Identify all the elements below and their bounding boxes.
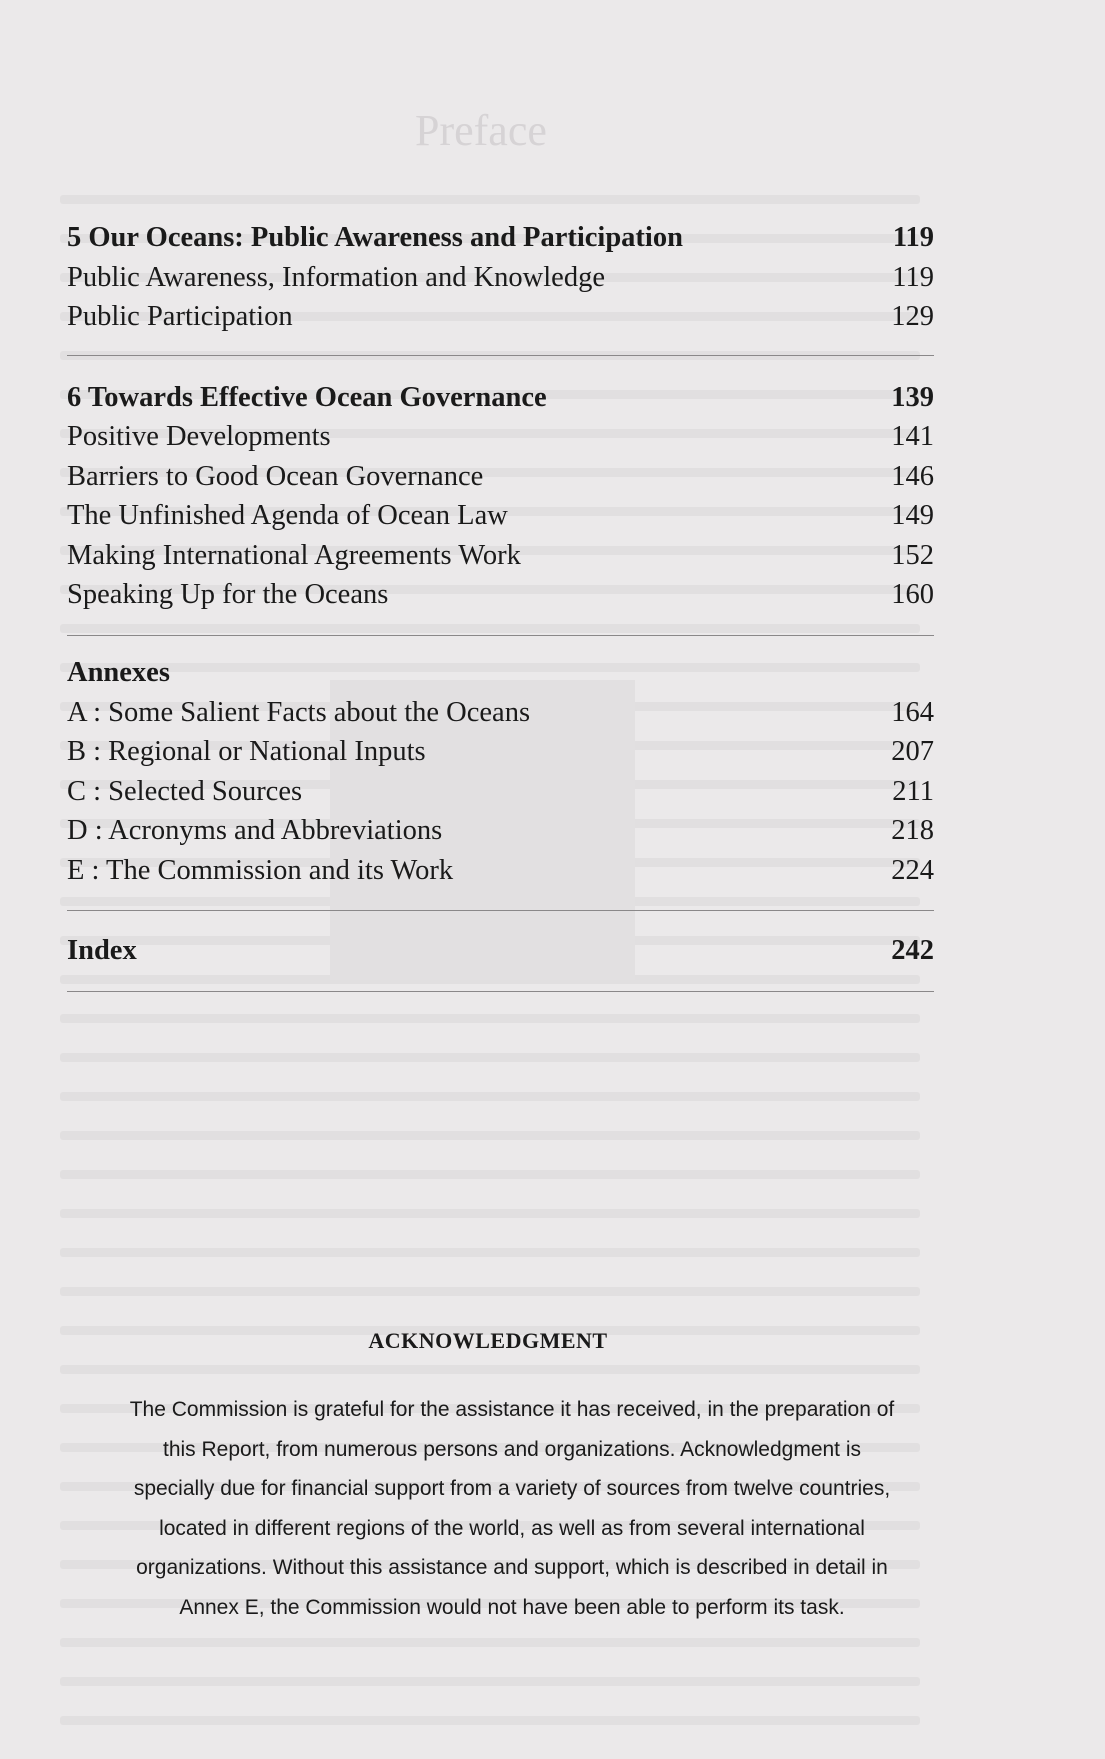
toc-page-number: 149	[891, 500, 934, 531]
toc-page-number: 224	[891, 854, 934, 886]
toc-entry-label: Making International Agreements Work	[67, 539, 521, 571]
toc-entry-label: Barriers to Good Ocean Governance	[67, 460, 484, 492]
toc-entry	[67, 776, 934, 816]
toc-entry	[67, 421, 934, 461]
toc-entry-label: Public Participation	[67, 301, 293, 332]
toc-section-index	[67, 911, 934, 992]
toc-entry-label: Positive Developments	[67, 421, 331, 452]
toc-annexes-heading: Annexes	[67, 656, 170, 688]
toc-page-number: 242	[891, 935, 934, 966]
toc-page-number: 146	[891, 460, 934, 492]
toc-entry	[67, 855, 934, 895]
toc-section-chapter-5	[67, 222, 934, 356]
toc-chapter-heading	[67, 382, 934, 422]
toc-entry-label: 6 Towards Effective Ocean Governance	[67, 381, 547, 413]
bleed-through-line	[60, 1677, 920, 1686]
toc-page-number: 207	[891, 736, 934, 767]
toc-entry	[67, 301, 934, 341]
toc-chapter-heading	[67, 222, 934, 262]
toc-page-number: 160	[891, 579, 934, 610]
toc-page-number: 211	[892, 775, 934, 807]
bleed-through-line	[60, 1287, 920, 1296]
toc-page-number: 139	[891, 381, 934, 413]
toc-entry-label: 5 Our Oceans: Public Awareness and Participation	[67, 222, 683, 253]
toc-entry-label: C : Selected Sources	[67, 775, 303, 807]
toc-entry	[67, 262, 934, 302]
toc-entry	[67, 540, 934, 580]
bleed-through-line	[60, 1053, 920, 1062]
toc-entry	[67, 697, 934, 737]
toc-entry-label: Speaking Up for the Oceans	[67, 579, 389, 610]
toc-section-annexes	[67, 636, 934, 912]
acknowledgment-line: The Commission is grateful for the assistance it has received, in the preparation of	[129, 1398, 895, 1421]
toc-index-heading	[67, 935, 934, 975]
bleed-through-line	[60, 1716, 920, 1725]
toc-entry-label: Public Awareness, Information and Knowledge	[67, 261, 605, 293]
bleed-through-line	[60, 1248, 920, 1257]
toc-entry-label: B : Regional or National Inputs	[67, 736, 426, 767]
acknowledgment-title: ACKNOWLEDGMENT	[368, 1328, 608, 1353]
toc-entry-label: A : Some Salient Facts about the Oceans	[67, 696, 531, 728]
bleed-through-title: Preface	[415, 106, 547, 155]
bleed-through-line	[60, 195, 920, 204]
acknowledgment-line: specially due for financial support from a variety of sources from twelve countries,	[133, 1477, 891, 1500]
bleed-through-line	[60, 1170, 920, 1179]
toc-entry-label: Index	[67, 935, 137, 966]
toc-entry-label: D : Acronyms and Abbreviations	[67, 815, 443, 846]
table-of-contents	[67, 222, 934, 992]
toc-entry	[67, 500, 934, 540]
acknowledgment-line: located in different regions of the world, as well as from several international	[159, 1516, 865, 1540]
acknowledgment-text	[68, 1390, 956, 1627]
bleed-through-line	[60, 1638, 920, 1647]
toc-page-number: 129	[891, 301, 934, 332]
toc-entry	[67, 579, 934, 619]
toc-entry	[67, 461, 934, 501]
toc-entry	[67, 815, 934, 855]
toc-page-number: 141	[891, 421, 934, 452]
toc-entry	[67, 736, 934, 776]
toc-page-number: 164	[891, 696, 934, 728]
bleed-through-line	[60, 1092, 920, 1101]
acknowledgment-line: Annex E, the Commission would not have been able to perform its task.	[179, 1595, 845, 1619]
toc-page-number: 119	[892, 222, 934, 253]
bleed-through-line	[60, 1131, 920, 1140]
acknowledgment-line: organizations. Without this assistance and support, which is described in detail in	[136, 1556, 888, 1579]
toc-section-chapter-6	[67, 356, 934, 636]
toc-page-number: 218	[891, 815, 934, 846]
acknowledgment-block	[68, 1328, 956, 1627]
acknowledgment-line: this Report, from numerous persons and organizations. Acknowledgment is	[162, 1437, 862, 1461]
bleed-through-line	[60, 1209, 920, 1218]
bleed-through-line	[60, 1014, 920, 1023]
toc-entry-label: E : The Commission and its Work	[67, 854, 454, 886]
toc-page-number: 119	[892, 261, 934, 293]
toc-page-number: 152	[891, 539, 934, 571]
toc-entry-label: The Unfinished Agenda of Ocean Law	[67, 500, 508, 531]
